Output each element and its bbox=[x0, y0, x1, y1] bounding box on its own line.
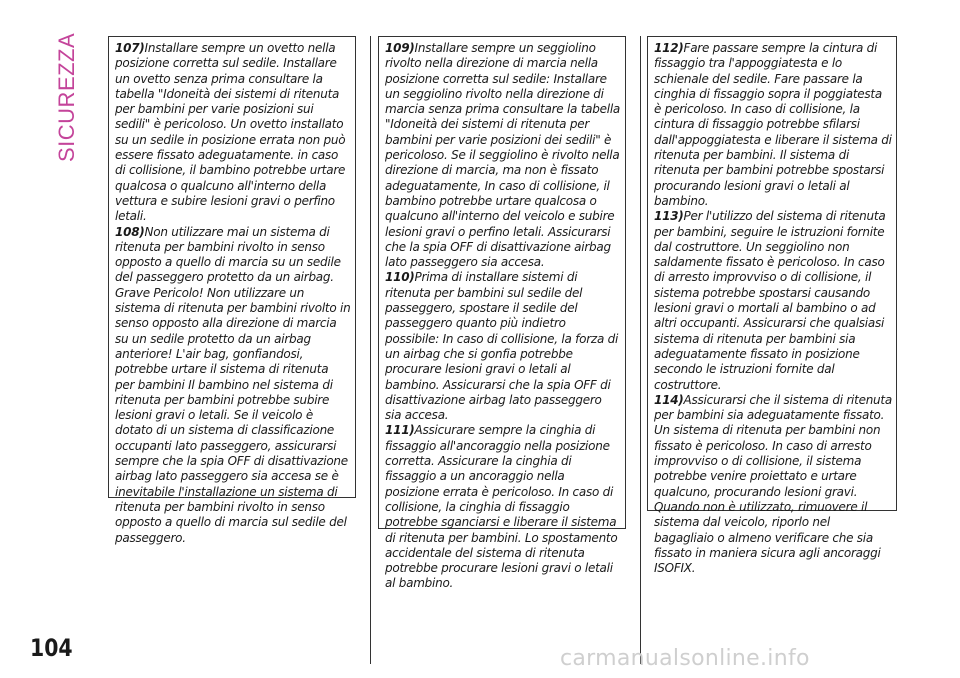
note-number: 112) bbox=[654, 41, 684, 55]
note-text: Assicurare sempre la cinghia di fissaggio all'ancoraggio nella posizione corretta. Assicurare la cinghia di fissaggio a un ancoraggio nella posizione errata è pericoloso. In caso di collisione, la cinghia di fissaggio potrebbe sganciarsi e liberare il sistema di ritenuta per bambini. Lo spostamento accidentale del sistema di ritenuta potrebbe procurare lesioni gravi o letali al bambino. bbox=[385, 423, 618, 591]
note-111 bbox=[385, 423, 621, 591]
column-divider-right bbox=[640, 36, 641, 664]
watermark: carmanualsonline.info bbox=[560, 646, 810, 671]
note-109 bbox=[385, 41, 621, 270]
note-text: Per l'utilizzo del sistema di ritenuta per bambini, seguire le istruzioni fornite dal costruttore. Un seggiolino non saldamente fissato è pericoloso. In caso di arresto improvviso o di collisione, il sistema potrebbe spostarsi causando lesioni gravi o mortali al bambino o ad altri occupanti. Assicurarsi che qualsiasi sistema di ritenuta per bambini sia adeguatamente fissato in posizione secondo le istruzioni fornite dal costruttore. bbox=[654, 209, 886, 392]
warning-box-column-3 bbox=[647, 36, 897, 576]
note-text: Installare sempre un seggiolino rivolto nella direzione di marcia nella posizione corretta sul sedile: Installare un seggiolino rivolto nella direzione di marcia senza prima consultare la tabella "Idoneità dei sistemi di ritenuta per bambini per varie posizioni dei sedili" è pericoloso. Se il seggiolino è rivolto nella direzione di marcia, ma non è fissato adeguatamente, In caso di collisione, il bambino potrebbe urtare qualcosa o qualcuno all'interno del veicolo e subire lesioni gravi o perfino letali. Assicurarsi che la spia OFF di disattivazione airbag lato passeggero sia accesa. bbox=[385, 41, 621, 270]
note-number: 109) bbox=[385, 41, 415, 55]
note-number: 110) bbox=[385, 270, 415, 285]
note-text: Non utilizzare mai un sistema di ritenuta per bambini rivolto in senso opposto a quello di marcia su un sedile del passeggero protetto da un airbag. Grave Pericolo! Non utilizzare un sistema di ritenuta per bambini rivolto in senso opposto alla direzione di marcia su un sedile protetto da un airbag anteriore! L'air bag, gonfiandosi, potrebbe urtare il sistema di ritenuta per bambini Il bambino nel sistema di ritenuta per bambini potrebbe subire lesioni gravi o letali. Se il veicolo è dotato di un sistema di classificazione occupanti lato passeggero, assicurarsi sempre che la spia OFF di disattivazione airbag lato passeggero sia accesa se è inevitabile l'installazione un sistema di ritenuta per bambini rivolto in senso opposto a quello di marcia sul sedile del passeggero. bbox=[115, 224, 351, 545]
warning-box-column-2 bbox=[378, 36, 626, 591]
note-number: 114) bbox=[654, 392, 684, 407]
note-107 bbox=[115, 41, 351, 225]
warning-box-column-1 bbox=[108, 36, 356, 545]
note-text: Fare passare sempre la cintura di fissaggio tra l'appoggiatesta e lo schienale del sedile. Fare passare la cinghia di fissaggio sopra il poggiatesta è pericoloso. In caso di collisione, la cintura di fissaggio potrebbe sfilarsi dall'appoggiatesta e liberare il sistema di ritenuta per bambini. Il sistema di ritenuta per bambini potrebbe spostarsi procurando lesioni gravi o letali al bambino. bbox=[654, 41, 892, 208]
note-108 bbox=[115, 225, 351, 546]
note-number: 111) bbox=[385, 423, 415, 438]
column-divider-left bbox=[370, 36, 371, 664]
note-number: 113) bbox=[654, 209, 684, 224]
note-number: 108) bbox=[115, 224, 145, 239]
note-text: Assicurarsi che il sistema di ritenuta per bambini sia adeguatamente fissato. Un sistema di ritenuta per bambini non fissato è pericoloso. In caso di arresto improvviso o di collisione, il sistema potrebbe venire proiettato e urtare qualcuno, procurando lesioni gravi. Quando non è utilizzato, rimuovere il sistema dal veicolo, riporlo nel bagagliaio o almeno verificare che sia fissato in maniera sicura agli ancoraggi ISOFIX. bbox=[654, 392, 892, 576]
page-number: 104 bbox=[30, 634, 73, 662]
note-114 bbox=[654, 393, 892, 577]
section-label: SICUREZZA bbox=[54, 32, 79, 162]
note-number: 107) bbox=[115, 41, 145, 55]
note-112 bbox=[654, 41, 892, 209]
note-110 bbox=[385, 270, 621, 423]
note-text: Installare sempre un ovetto nella posizione corretta sul sedile. Installare un ovetto senza prima consultare la tabella "Idoneità dei sistemi di ritenuta per bambini per varie posizioni sui sedili" è pericoloso. Un ovetto installato su un sedile in posizione errata non può essere fissato adeguatamente. in caso di collisione, il bambino potrebbe urtare qualcosa o qualcuno all'interno della vettura e subire lesioni gravi o perfino letali. bbox=[115, 41, 346, 224]
note-113 bbox=[654, 209, 892, 393]
note-text: Prima di installare sistemi di ritenuta per bambini sul sedile del passeggero, spostare il sedile del passeggero quanto più indietro possibile: In caso di collisione, la forza di un airbag che si gonfia potrebbe procurare lesioni gravi o letali al bambino. Assicurarsi che la spia OFF di disattivazione airbag lato passeggero sia accesa. bbox=[385, 270, 619, 423]
